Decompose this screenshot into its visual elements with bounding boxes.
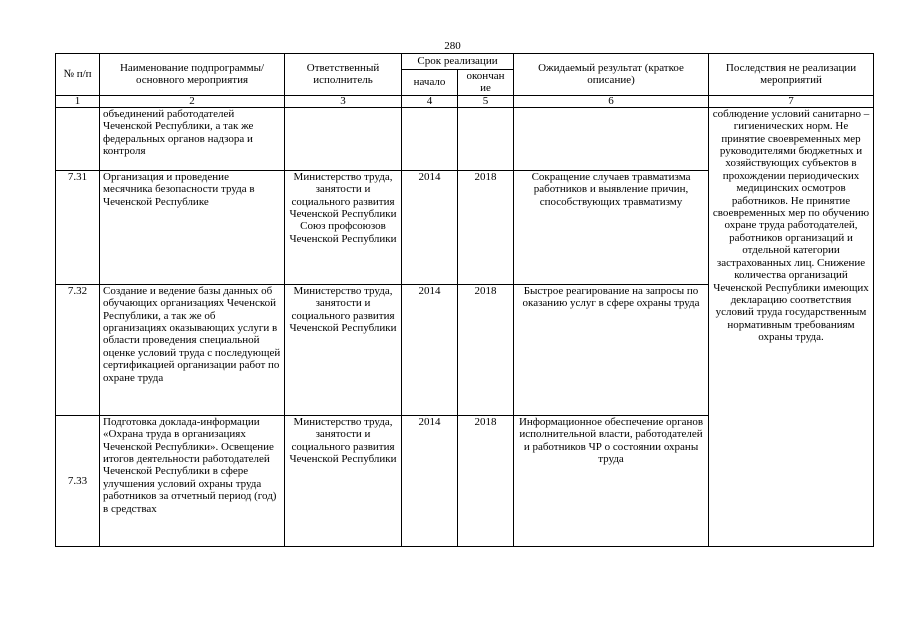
- header-name: Наименование подпрограммы/ основного мероприятия: [100, 54, 285, 96]
- header-executor: Ответственный исполнитель: [285, 54, 402, 96]
- row-result: Сокращение случаев травматизма работников и выявление причин, способствующих травматизму: [514, 170, 709, 284]
- row-end: 2018: [458, 170, 514, 284]
- column-number: 1: [56, 95, 100, 107]
- row-name: Создание и ведение базы данных об обучающих организациях Чеченской Республики, а так же об организациях оказывающих услуги в области проведения специальной оценке условий труда с последующей сертификацией организации работ по охране труда: [100, 284, 285, 415]
- header-period: Срок реализации: [402, 54, 514, 70]
- column-number: 6: [514, 95, 709, 107]
- row-executor: [285, 107, 402, 170]
- program-table: [55, 53, 874, 547]
- row-start: 2014: [402, 170, 458, 284]
- row-name: Подготовка доклада-информации «Охрана труда в организациях Чеченской Республики». Освещение итогов деятельности работодателей Чеченской Республики в сфере улучшения условий охраны труда работников за отчетный период (год) в средствах: [100, 415, 285, 546]
- row-num: 7.33: [56, 415, 100, 546]
- row-name: Организация и проведение месячника безопасности труда в Чеченской Республике: [100, 170, 285, 284]
- row-executor: Министерство труда, занятости и социального развития Чеченской Республики: [285, 284, 402, 415]
- column-number: 5: [458, 95, 514, 107]
- row-num: [56, 107, 100, 170]
- row-end: [458, 107, 514, 170]
- row-executor: Министерство труда, занятости и социального развития Чеченской Республики: [285, 415, 402, 546]
- header-consequence: Последствия не реализации мероприятий: [709, 54, 874, 96]
- row-name: объединений работодателей Чеченской Республики, а так же федеральных органов надзора и контроля: [100, 107, 285, 170]
- header-end: окончан ие: [458, 70, 514, 96]
- row-result: [514, 107, 709, 170]
- row-start: 2014: [402, 415, 458, 546]
- column-number-row: [56, 95, 874, 107]
- row-start: 2014: [402, 284, 458, 415]
- page-number: 280: [444, 40, 461, 52]
- header-num: № п/п: [56, 54, 100, 96]
- row-executor: Министерство труда, занятости и социального развития Чеченской Республики Союз профсоюзов Чеченской Республики: [285, 170, 402, 284]
- column-number: 7: [709, 95, 874, 107]
- row-result: Быстрое реагирование на запросы по оказанию услуг в сфере охраны труда: [514, 284, 709, 415]
- table-row: [56, 107, 874, 170]
- row-num: 7.32: [56, 284, 100, 415]
- header-start: начало: [402, 70, 458, 96]
- row-end: 2018: [458, 284, 514, 415]
- row-end: 2018: [458, 415, 514, 546]
- column-number: 3: [285, 95, 402, 107]
- row-result: Информационное обеспечение органов исполнительной власти, работодателей и работников ЧР о состоянии охраны труда: [514, 415, 709, 546]
- column-number: 2: [100, 95, 285, 107]
- row-start: [402, 107, 458, 170]
- header-row: [56, 54, 874, 70]
- header-result: Ожидаемый результат (краткое описание): [514, 54, 709, 96]
- row-num: 7.31: [56, 170, 100, 284]
- column-number: 4: [402, 95, 458, 107]
- consequence-cell: соблюдение условий санитарно – гигиенических норм. Не принятие своевременных мер руководителями бюджетных и хозяйствующих субъектов в прохождении периодических медицинских осмотров работников. Не принятие своевременных мер по обучению охране труда работодателей, работников организаций и отдельной категории застрахованных лиц. Снижение количества организаций Чеченской Республики имеющих декларацию соответствия условий труда государственным нормативным требованиям охраны труда.: [709, 107, 874, 546]
